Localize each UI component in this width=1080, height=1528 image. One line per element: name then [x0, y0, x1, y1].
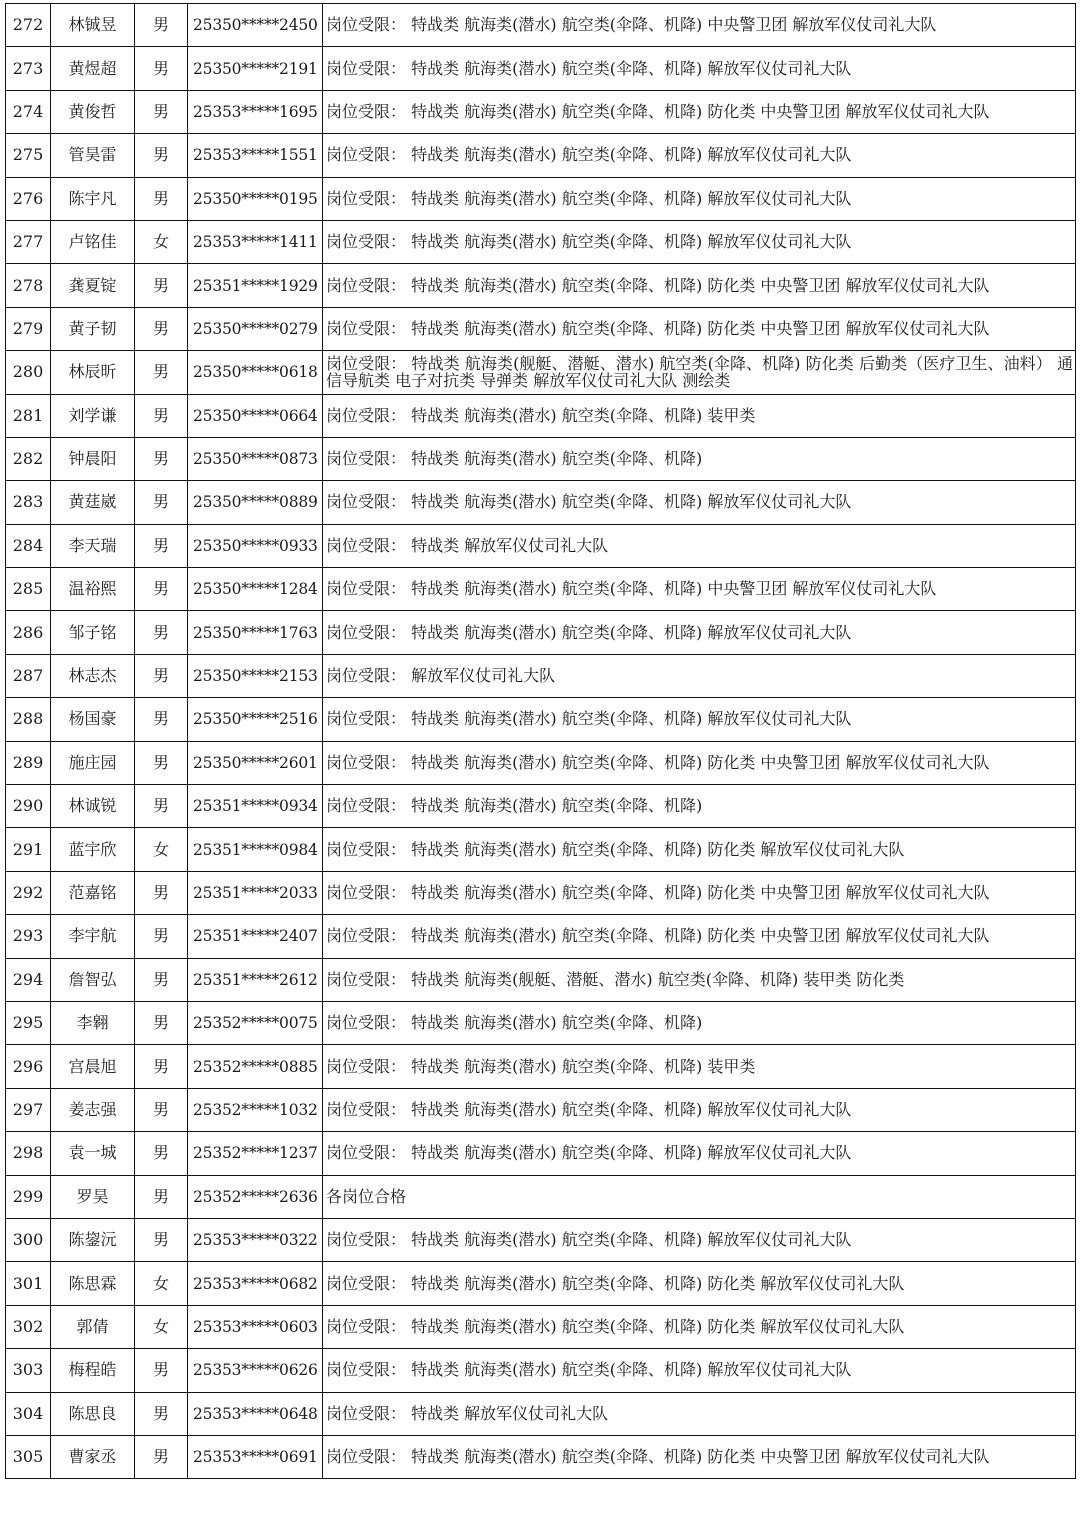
row-number-cell: 305: [6, 1435, 51, 1478]
sex-cell: 男: [135, 90, 188, 133]
table-row: [6, 958, 1076, 1001]
row-number-cell: 277: [6, 220, 51, 263]
result-cell: 岗位受限： 特战类 航海类(潜水) 航空类(伞降、机降) 防化类 中央警卫团 解放军仪仗司礼大队: [323, 307, 1076, 350]
id-number-cell: 25350*****0664: [188, 394, 323, 437]
id-number-cell: 25352*****1237: [188, 1132, 323, 1175]
row-number-cell: 295: [6, 1001, 51, 1044]
name-cell: 施庄园: [51, 741, 135, 784]
result-cell: 岗位受限： 特战类 航海类(潜水) 航空类(伞降、机降): [323, 1001, 1076, 1044]
row-number-cell: 303: [6, 1349, 51, 1392]
row-number-cell: 289: [6, 741, 51, 784]
name-cell: 林铖昱: [51, 4, 135, 47]
sex-cell: 男: [135, 698, 188, 741]
row-number-cell: 291: [6, 828, 51, 871]
name-cell: 范嘉铭: [51, 871, 135, 914]
result-cell: 岗位受限： 特战类 航海类(潜水) 航空类(伞降、机降) 防化类 中央警卫团 解放军仪仗司礼大队: [323, 871, 1076, 914]
sex-cell: 男: [135, 1088, 188, 1131]
name-cell: 黄莛崴: [51, 481, 135, 524]
row-number-cell: 281: [6, 394, 51, 437]
sex-cell: 男: [135, 958, 188, 1001]
table-row: [6, 1132, 1076, 1175]
row-number-cell: 290: [6, 785, 51, 828]
table-row: [6, 741, 1076, 784]
name-cell: 蓝宇欣: [51, 828, 135, 871]
id-number-cell: 25351*****0984: [188, 828, 323, 871]
result-cell: 岗位受限： 特战类 航海类(潜水) 航空类(伞降、机降) 解放军仪仗司礼大队: [323, 220, 1076, 263]
row-number-cell: 304: [6, 1392, 51, 1435]
row-number-cell: 301: [6, 1262, 51, 1305]
id-number-cell: 25350*****0195: [188, 177, 323, 220]
row-number-cell: 285: [6, 568, 51, 611]
table-row: [6, 828, 1076, 871]
sex-cell: 男: [135, 1175, 188, 1218]
id-number-cell: 25353*****0648: [188, 1392, 323, 1435]
result-cell: 岗位受限： 特战类 航海类(潜水) 航空类(伞降、机降) 解放军仪仗司礼大队: [323, 1132, 1076, 1175]
row-number-cell: 288: [6, 698, 51, 741]
table-row: [6, 47, 1076, 90]
table-row: [6, 177, 1076, 220]
result-cell: 岗位受限： 特战类 航海类(舰艇、潜艇、潜水) 航空类(伞降、机降) 装甲类 防化类: [323, 958, 1076, 1001]
table-row: [6, 1349, 1076, 1392]
row-number-cell: 298: [6, 1132, 51, 1175]
name-cell: 黄子韧: [51, 307, 135, 350]
sex-cell: 男: [135, 871, 188, 914]
id-number-cell: 25352*****2636: [188, 1175, 323, 1218]
name-cell: 杨国豪: [51, 698, 135, 741]
id-number-cell: 25353*****1411: [188, 220, 323, 263]
id-number-cell: 25353*****1695: [188, 90, 323, 133]
sex-cell: 男: [135, 134, 188, 177]
row-number-cell: 278: [6, 264, 51, 307]
result-cell: 岗位受限： 特战类 航海类(潜水) 航空类(伞降、机降) 防化类 中央警卫团 解放军仪仗司礼大队: [323, 915, 1076, 958]
id-number-cell: 25351*****1929: [188, 264, 323, 307]
name-cell: 黄煜超: [51, 47, 135, 90]
id-number-cell: 25350*****0933: [188, 524, 323, 567]
table-row: [6, 1088, 1076, 1131]
row-number-cell: 300: [6, 1218, 51, 1261]
result-cell: 岗位受限： 特战类 航海类(潜水) 航空类(伞降、机降) 中央警卫团 解放军仪仗司礼大队: [323, 568, 1076, 611]
sex-cell: 男: [135, 351, 188, 394]
name-cell: 邹子铭: [51, 611, 135, 654]
result-cell: 岗位受限： 特战类 航海类(潜水) 航空类(伞降、机降) 解放军仪仗司礼大队: [323, 698, 1076, 741]
name-cell: 袁一城: [51, 1132, 135, 1175]
sex-cell: 男: [135, 524, 188, 567]
result-cell: 岗位受限： 特战类 航海类(潜水) 航空类(伞降、机降): [323, 437, 1076, 480]
row-number-cell: 282: [6, 437, 51, 480]
id-number-cell: 25350*****2153: [188, 654, 323, 697]
table-row: [6, 524, 1076, 567]
result-cell: 岗位受限： 特战类 航海类(潜水) 航空类(伞降、机降) 防化类 解放军仪仗司礼大队: [323, 1305, 1076, 1348]
result-cell: 岗位受限： 特战类 航海类(潜水) 航空类(伞降、机降): [323, 785, 1076, 828]
name-cell: 梅程皓: [51, 1349, 135, 1392]
sex-cell: 女: [135, 828, 188, 871]
name-cell: 黄俊哲: [51, 90, 135, 133]
name-cell: 李翱: [51, 1001, 135, 1044]
id-number-cell: 25350*****0279: [188, 307, 323, 350]
result-cell: 岗位受限： 特战类 航海类(潜水) 航空类(伞降、机降) 防化类 中央警卫团 解放军仪仗司礼大队: [323, 741, 1076, 784]
table-row: [6, 1435, 1076, 1478]
sex-cell: 女: [135, 1262, 188, 1305]
id-number-cell: 25352*****1032: [188, 1088, 323, 1131]
id-number-cell: 25351*****0934: [188, 785, 323, 828]
sex-cell: 男: [135, 177, 188, 220]
table-row: [6, 698, 1076, 741]
sex-cell: 男: [135, 915, 188, 958]
name-cell: 钟晨阳: [51, 437, 135, 480]
table-row: [6, 394, 1076, 437]
name-cell: 詹智弘: [51, 958, 135, 1001]
name-cell: 管昊雷: [51, 134, 135, 177]
table-row: [6, 307, 1076, 350]
table-row: [6, 1218, 1076, 1261]
id-number-cell: 25353*****0691: [188, 1435, 323, 1478]
sex-cell: 男: [135, 611, 188, 654]
table-row: [6, 1001, 1076, 1044]
result-cell: 岗位受限： 特战类 航海类(潜水) 航空类(伞降、机降) 解放军仪仗司礼大队: [323, 1218, 1076, 1261]
id-number-cell: 25351*****2407: [188, 915, 323, 958]
result-cell: 岗位受限： 特战类 解放军仪仗司礼大队: [323, 524, 1076, 567]
name-cell: 曹家丞: [51, 1435, 135, 1478]
table-row: [6, 4, 1076, 47]
row-number-cell: 296: [6, 1045, 51, 1088]
table-row: [6, 1392, 1076, 1435]
table-row: [6, 1045, 1076, 1088]
table-row: [6, 90, 1076, 133]
id-number-cell: 25350*****2516: [188, 698, 323, 741]
result-cell: 岗位受限： 特战类 航海类(潜水) 航空类(伞降、机降) 防化类 中央警卫团 解放军仪仗司礼大队: [323, 90, 1076, 133]
name-cell: 宫晨旭: [51, 1045, 135, 1088]
sex-cell: 男: [135, 1218, 188, 1261]
result-cell: 岗位受限： 特战类 航海类(潜水) 航空类(伞降、机降) 防化类 解放军仪仗司礼大队: [323, 828, 1076, 871]
table-row: [6, 1175, 1076, 1218]
id-number-cell: 25350*****1763: [188, 611, 323, 654]
name-cell: 龚夏锭: [51, 264, 135, 307]
id-number-cell: 25350*****0873: [188, 437, 323, 480]
sex-cell: 男: [135, 568, 188, 611]
result-cell: 岗位受限： 特战类 航海类(潜水) 航空类(伞降、机降) 解放军仪仗司礼大队: [323, 611, 1076, 654]
result-cell: 岗位受限： 特战类 航海类(潜水) 航空类(伞降、机降) 防化类 中央警卫团 解放军仪仗司礼大队: [323, 1435, 1076, 1478]
table-row: [6, 654, 1076, 697]
id-number-cell: 25350*****1284: [188, 568, 323, 611]
table-row: [6, 1262, 1076, 1305]
sex-cell: 男: [135, 264, 188, 307]
row-number-cell: 286: [6, 611, 51, 654]
row-number-cell: 274: [6, 90, 51, 133]
id-number-cell: 25353*****0603: [188, 1305, 323, 1348]
result-cell: 岗位受限： 特战类 航海类(潜水) 航空类(伞降、机降) 防化类 中央警卫团 解放军仪仗司礼大队: [323, 264, 1076, 307]
row-number-cell: 275: [6, 134, 51, 177]
result-cell: 岗位受限： 特战类 航海类(潜水) 航空类(伞降、机降) 解放军仪仗司礼大队: [323, 47, 1076, 90]
row-number-cell: 280: [6, 351, 51, 394]
id-number-cell: 25353*****0682: [188, 1262, 323, 1305]
table-row: [6, 264, 1076, 307]
sex-cell: 女: [135, 220, 188, 263]
table-row: [6, 568, 1076, 611]
name-cell: 卢铭佳: [51, 220, 135, 263]
table-row: [6, 481, 1076, 524]
result-cell: 岗位受限： 特战类 航海类(潜水) 航空类(伞降、机降) 解放军仪仗司礼大队: [323, 134, 1076, 177]
row-number-cell: 292: [6, 871, 51, 914]
id-number-cell: 25350*****2450: [188, 4, 323, 47]
id-number-cell: 25350*****2191: [188, 47, 323, 90]
result-cell: 岗位受限： 特战类 航海类(潜水) 航空类(伞降、机降) 解放军仪仗司礼大队: [323, 1349, 1076, 1392]
row-number-cell: 294: [6, 958, 51, 1001]
result-cell: 岗位受限： 解放军仪仗司礼大队: [323, 654, 1076, 697]
table-row: [6, 134, 1076, 177]
name-cell: 温裕熙: [51, 568, 135, 611]
sex-cell: 男: [135, 47, 188, 90]
result-cell: 岗位受限： 特战类 航海类(舰艇、潜艇、潜水) 航空类(伞降、机降) 防化类 后勤类（医疗卫生、油料） 通信导航类 电子对抗类 导弹类 解放军仪仗司礼大队 测绘类: [323, 351, 1076, 394]
id-number-cell: 25350*****0618: [188, 351, 323, 394]
name-cell: 陈鋆沅: [51, 1218, 135, 1261]
name-cell: 林志杰: [51, 654, 135, 697]
result-cell: 岗位受限： 特战类 航海类(潜水) 航空类(伞降、机降) 装甲类: [323, 1045, 1076, 1088]
name-cell: 林辰昕: [51, 351, 135, 394]
result-cell: 岗位受限： 特战类 解放军仪仗司礼大队: [323, 1392, 1076, 1435]
sex-cell: 男: [135, 437, 188, 480]
sex-cell: 男: [135, 785, 188, 828]
sex-cell: 男: [135, 654, 188, 697]
sex-cell: 男: [135, 741, 188, 784]
result-cell: 岗位受限： 特战类 航海类(潜水) 航空类(伞降、机降) 防化类 解放军仪仗司礼大队: [323, 1262, 1076, 1305]
table-row: [6, 785, 1076, 828]
sex-cell: 女: [135, 1305, 188, 1348]
table-row: [6, 437, 1076, 480]
result-cell: 岗位受限： 特战类 航海类(潜水) 航空类(伞降、机降) 中央警卫团 解放军仪仗司礼大队: [323, 4, 1076, 47]
results-table-body: [6, 4, 1076, 1479]
table-row: [6, 915, 1076, 958]
id-number-cell: 25352*****0885: [188, 1045, 323, 1088]
name-cell: 郭倩: [51, 1305, 135, 1348]
sex-cell: 男: [135, 1132, 188, 1175]
id-number-cell: 25350*****0889: [188, 481, 323, 524]
row-number-cell: 273: [6, 47, 51, 90]
table-row: [6, 1305, 1076, 1348]
row-number-cell: 299: [6, 1175, 51, 1218]
row-number-cell: 284: [6, 524, 51, 567]
name-cell: 刘学谦: [51, 394, 135, 437]
id-number-cell: 25351*****2033: [188, 871, 323, 914]
row-number-cell: 287: [6, 654, 51, 697]
name-cell: 李宇航: [51, 915, 135, 958]
id-number-cell: 25353*****1551: [188, 134, 323, 177]
name-cell: 陈思良: [51, 1392, 135, 1435]
result-cell: 岗位受限： 特战类 航海类(潜水) 航空类(伞降、机降) 解放军仪仗司礼大队: [323, 177, 1076, 220]
row-number-cell: 293: [6, 915, 51, 958]
id-number-cell: 25353*****0626: [188, 1349, 323, 1392]
row-number-cell: 297: [6, 1088, 51, 1131]
result-cell: 岗位受限： 特战类 航海类(潜水) 航空类(伞降、机降) 解放军仪仗司礼大队: [323, 1088, 1076, 1131]
sex-cell: 男: [135, 1045, 188, 1088]
table-row: [6, 351, 1076, 394]
result-cell: 岗位受限： 特战类 航海类(潜水) 航空类(伞降、机降) 装甲类: [323, 394, 1076, 437]
row-number-cell: 302: [6, 1305, 51, 1348]
sex-cell: 男: [135, 307, 188, 350]
sex-cell: 男: [135, 394, 188, 437]
sex-cell: 男: [135, 1435, 188, 1478]
row-number-cell: 279: [6, 307, 51, 350]
name-cell: 陈宇凡: [51, 177, 135, 220]
table-row: [6, 220, 1076, 263]
name-cell: 林诚锐: [51, 785, 135, 828]
sex-cell: 男: [135, 1349, 188, 1392]
id-number-cell: 25350*****2601: [188, 741, 323, 784]
table-row: [6, 871, 1076, 914]
id-number-cell: 25352*****0075: [188, 1001, 323, 1044]
sex-cell: 男: [135, 1001, 188, 1044]
table-row: [6, 611, 1076, 654]
results-table: [5, 3, 1076, 1479]
row-number-cell: 276: [6, 177, 51, 220]
row-number-cell: 283: [6, 481, 51, 524]
name-cell: 姜志强: [51, 1088, 135, 1131]
name-cell: 陈思霖: [51, 1262, 135, 1305]
id-number-cell: 25351*****2612: [188, 958, 323, 1001]
name-cell: 李天瑞: [51, 524, 135, 567]
name-cell: 罗昊: [51, 1175, 135, 1218]
sex-cell: 男: [135, 4, 188, 47]
result-cell: 岗位受限： 特战类 航海类(潜水) 航空类(伞降、机降) 解放军仪仗司礼大队: [323, 481, 1076, 524]
id-number-cell: 25353*****0322: [188, 1218, 323, 1261]
result-cell: 各岗位合格: [323, 1175, 1076, 1218]
sex-cell: 男: [135, 481, 188, 524]
sex-cell: 男: [135, 1392, 188, 1435]
row-number-cell: 272: [6, 4, 51, 47]
